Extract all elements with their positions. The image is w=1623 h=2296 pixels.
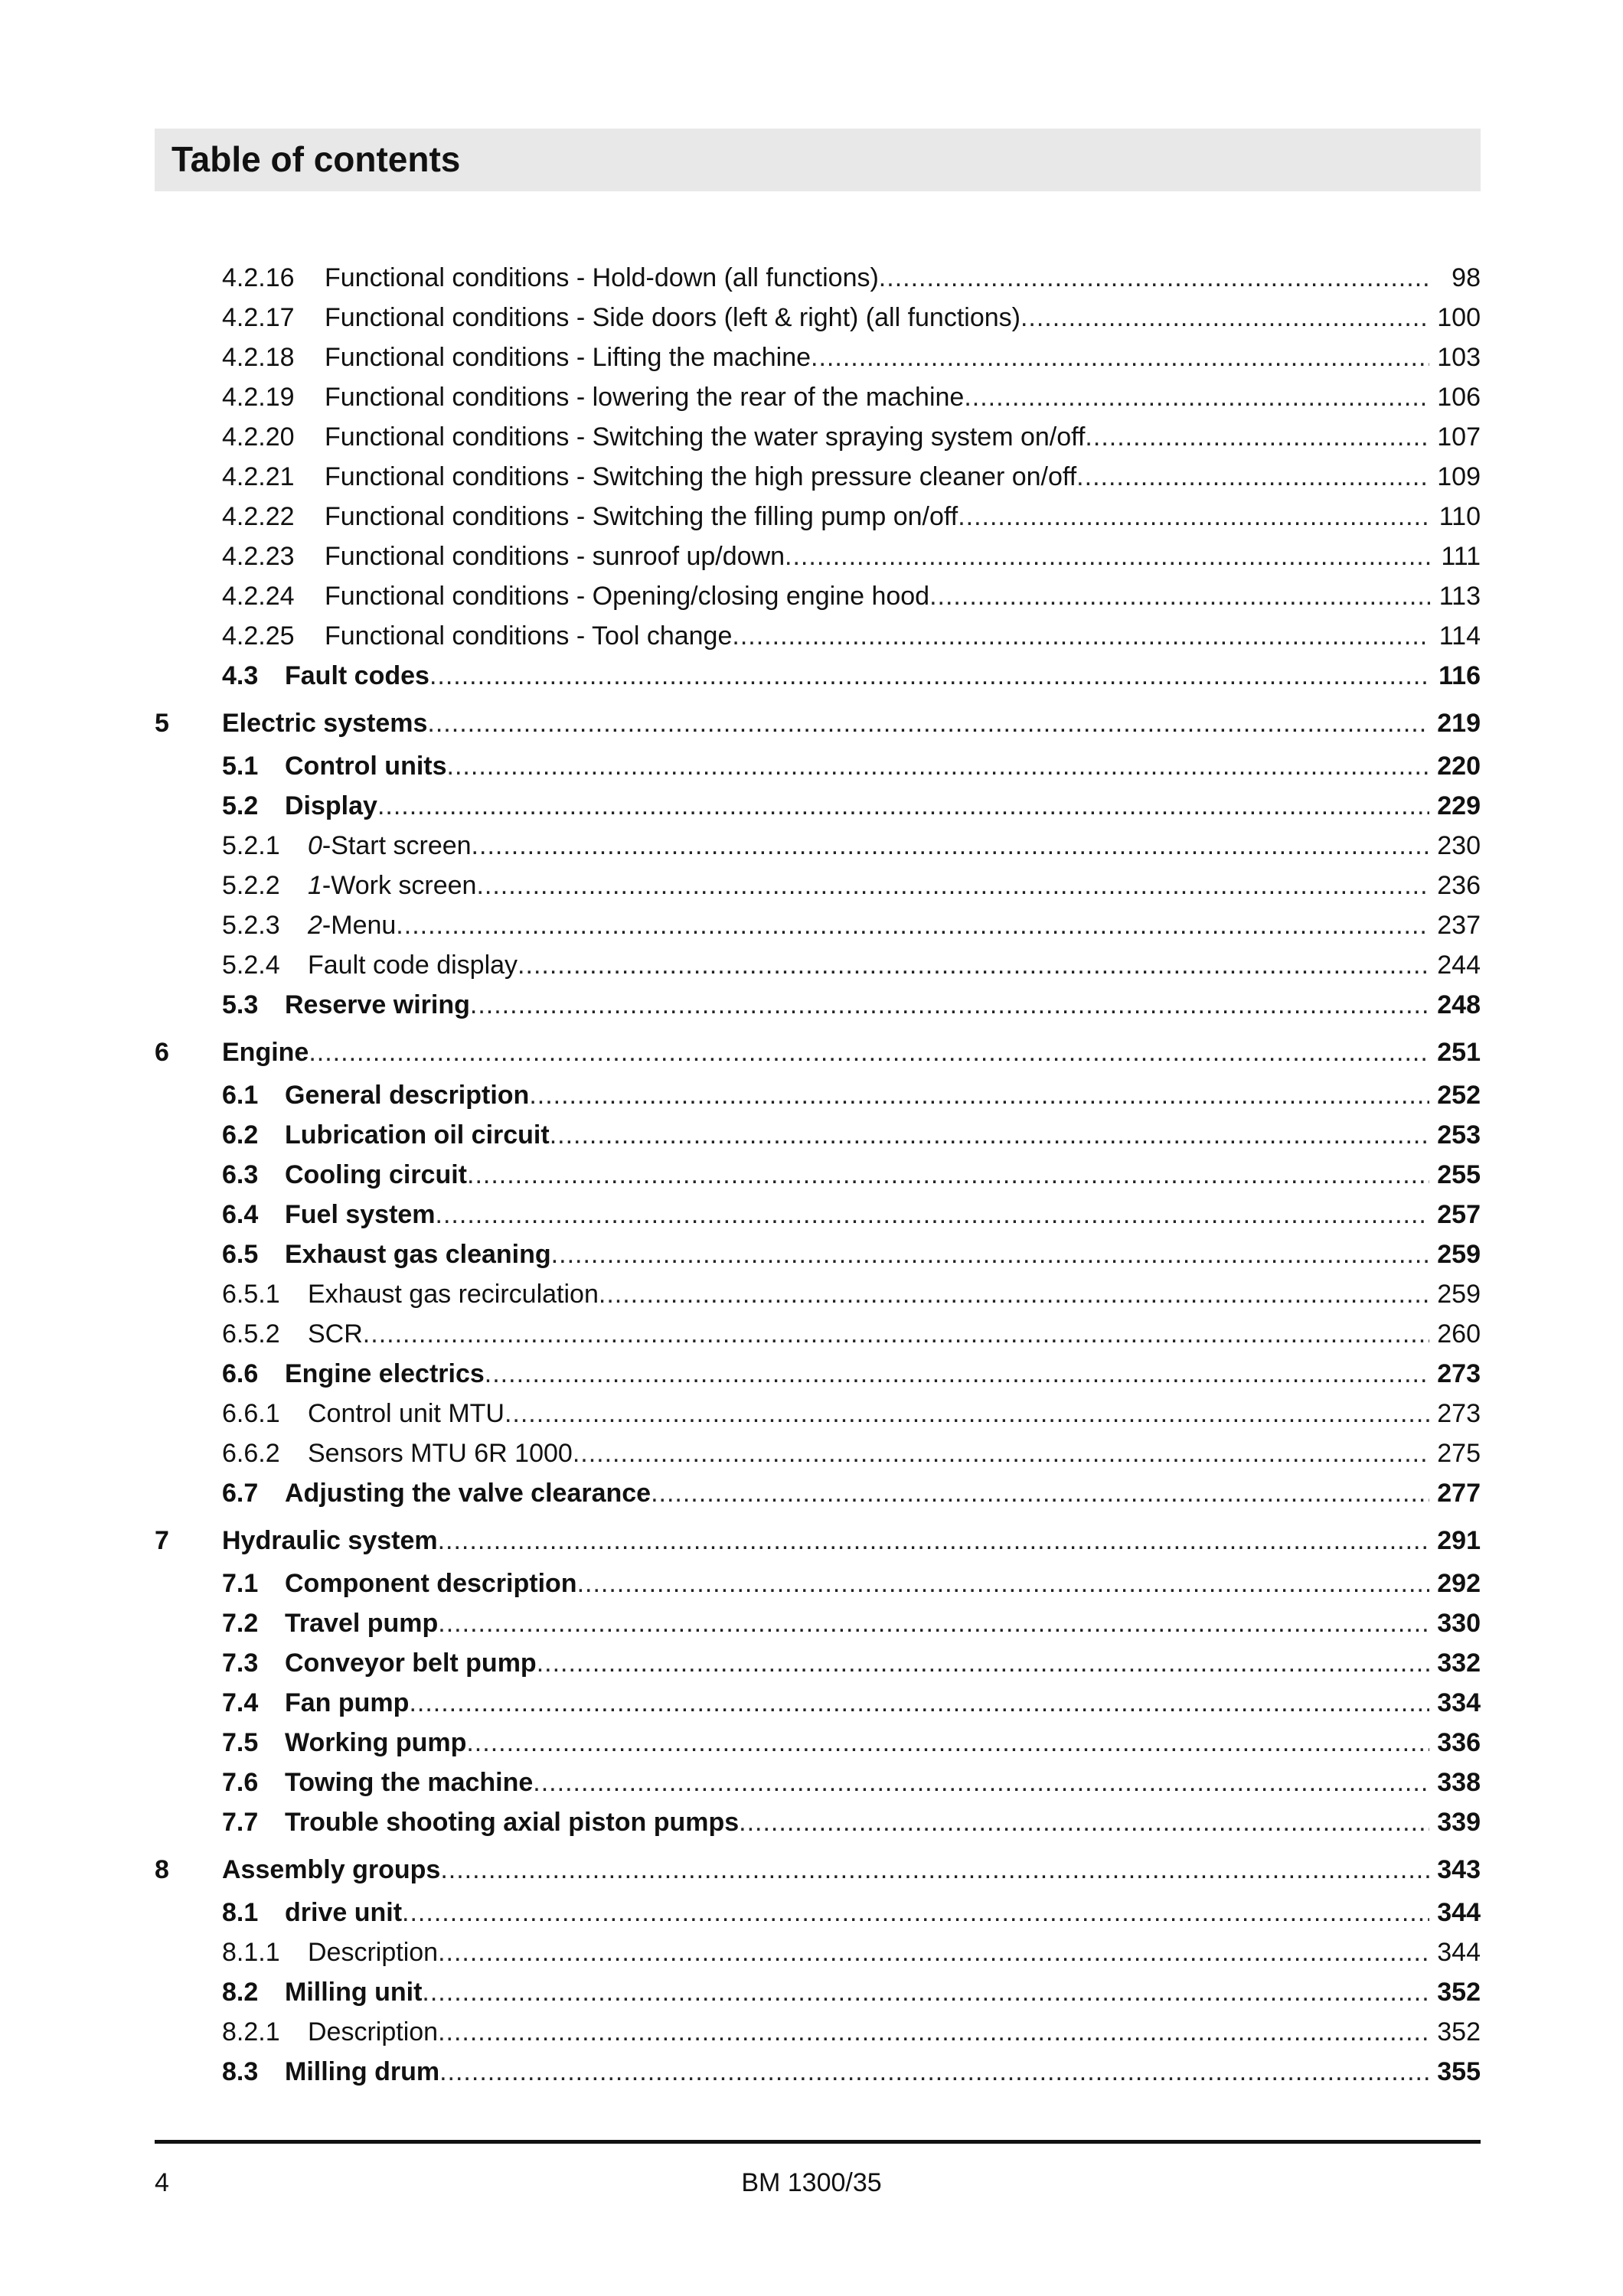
toc-title-text: -Menu bbox=[322, 911, 397, 940]
toc-title bbox=[285, 1763, 533, 1802]
toc-subsection-row[interactable] bbox=[155, 497, 1481, 536]
toc-dot-leader bbox=[958, 497, 1430, 536]
toc-section-row[interactable] bbox=[155, 1644, 1481, 1682]
toc-page-number: 343 bbox=[1437, 1855, 1481, 1884]
toc-title bbox=[285, 1474, 651, 1512]
toc-dot-leader bbox=[573, 1434, 1429, 1473]
toc-title-text: Engine electrics bbox=[285, 1359, 485, 1388]
toc-number: 6.5.2 bbox=[222, 1319, 280, 1349]
toc-title bbox=[308, 1394, 505, 1433]
footer-page-number: 4 bbox=[155, 2168, 169, 2197]
toc-page-number: 244 bbox=[1437, 951, 1481, 980]
toc-dot-leader bbox=[811, 338, 1429, 377]
toc-dot-leader bbox=[651, 1474, 1429, 1512]
toc-page-number: 275 bbox=[1437, 1439, 1481, 1468]
toc-page-number: 98 bbox=[1452, 263, 1481, 292]
toc-page-number: 292 bbox=[1437, 1569, 1481, 1598]
toc-dot-leader bbox=[929, 577, 1430, 615]
toc-page-number: 116 bbox=[1438, 661, 1481, 690]
toc-number: 8.3 bbox=[222, 2057, 259, 2086]
toc-number: 7.1 bbox=[222, 1569, 259, 1598]
toc-title-text: Reserve wiring bbox=[285, 990, 470, 1019]
toc-number: 4.2.18 bbox=[222, 343, 295, 372]
toc-section-row[interactable] bbox=[155, 1564, 1481, 1603]
toc-title bbox=[285, 1235, 551, 1274]
toc-number: 6.6.2 bbox=[222, 1439, 280, 1468]
toc-dot-leader bbox=[472, 827, 1430, 865]
toc-number: 6.1 bbox=[222, 1081, 259, 1110]
toc-section-row[interactable] bbox=[155, 2053, 1481, 2091]
toc-page-number: 259 bbox=[1437, 1240, 1481, 1269]
toc-title-text: Fuel system bbox=[285, 1200, 436, 1229]
toc-subsection-row[interactable] bbox=[155, 946, 1481, 984]
toc-title bbox=[325, 298, 1020, 337]
toc-page-number: 344 bbox=[1437, 1898, 1481, 1927]
toc-number: 4.3 bbox=[222, 661, 259, 690]
toc-title bbox=[285, 1644, 537, 1682]
toc-title bbox=[325, 338, 811, 377]
toc-dot-leader bbox=[363, 1315, 1429, 1353]
toc-dot-leader bbox=[964, 378, 1429, 416]
toc-dot-leader bbox=[466, 1724, 1429, 1762]
page-header bbox=[155, 129, 1481, 191]
toc-page-number: 339 bbox=[1437, 1808, 1481, 1837]
toc-dot-leader bbox=[537, 1644, 1430, 1682]
toc-number: 5.2 bbox=[222, 791, 259, 820]
toc-section-row[interactable] bbox=[155, 747, 1481, 785]
toc-page-number: 220 bbox=[1437, 752, 1481, 781]
toc-title bbox=[308, 946, 518, 984]
toc-number: 5.2.3 bbox=[222, 911, 280, 940]
toc-section-row[interactable] bbox=[155, 1724, 1481, 1762]
toc-title bbox=[325, 617, 732, 655]
toc-page-number: 229 bbox=[1437, 791, 1481, 820]
toc-number: 7.4 bbox=[222, 1688, 259, 1717]
toc-dot-leader bbox=[440, 1851, 1429, 1889]
toc-title bbox=[308, 827, 472, 865]
toc-page-number: 344 bbox=[1437, 1938, 1481, 1967]
toc-title-text: -Work screen bbox=[322, 871, 477, 900]
toc-title-text: Functional conditions - Tool change bbox=[325, 621, 733, 651]
toc-number: 6.4 bbox=[222, 1200, 259, 1229]
toc-subsection-row[interactable] bbox=[155, 378, 1481, 416]
footer-divider bbox=[155, 2140, 1481, 2144]
toc-section-row[interactable] bbox=[155, 1195, 1481, 1234]
toc-title bbox=[285, 657, 429, 695]
footer-document-id: BM 1300/35 bbox=[741, 2168, 882, 2197]
toc-title bbox=[222, 704, 427, 742]
toc-title bbox=[285, 787, 377, 825]
toc-title bbox=[285, 747, 447, 785]
toc-dot-leader bbox=[785, 537, 1430, 576]
toc-section-row[interactable] bbox=[155, 1604, 1481, 1642]
toc-title-text: Description bbox=[308, 2017, 439, 2047]
toc-title-prefix: 2 bbox=[308, 911, 322, 940]
toc-page-number: 106 bbox=[1437, 383, 1481, 412]
toc-subsection-row[interactable] bbox=[155, 1315, 1481, 1353]
toc-number: 5.3 bbox=[222, 990, 259, 1019]
toc-chapter-row[interactable] bbox=[155, 1033, 1481, 1071]
toc-page-number: 248 bbox=[1437, 990, 1481, 1019]
toc-dot-leader bbox=[485, 1355, 1429, 1393]
toc-number: 6.7 bbox=[222, 1479, 259, 1508]
toc-number: 4.2.21 bbox=[222, 462, 295, 491]
toc-page-number: 107 bbox=[1437, 422, 1481, 452]
toc-subsection-row[interactable] bbox=[155, 259, 1481, 297]
toc-title bbox=[285, 1803, 739, 1841]
toc-dot-leader bbox=[529, 1076, 1429, 1114]
toc-dot-leader bbox=[732, 617, 1430, 655]
toc-subsection-row[interactable] bbox=[155, 906, 1481, 944]
toc-page-number: 253 bbox=[1437, 1120, 1481, 1150]
toc-title-text: Adjusting the valve clearance bbox=[285, 1479, 651, 1508]
toc-number: 8.2.1 bbox=[222, 2017, 280, 2047]
toc-dot-leader bbox=[505, 1394, 1429, 1433]
toc-title-text: Assembly groups bbox=[222, 1855, 441, 1884]
toc-chapter-row[interactable] bbox=[155, 1851, 1481, 1889]
toc-title-text: Travel pump bbox=[285, 1609, 439, 1638]
toc-page-number: 352 bbox=[1437, 2017, 1481, 2047]
toc-page-number: 219 bbox=[1437, 709, 1481, 738]
toc-title-text: Component description bbox=[285, 1569, 577, 1598]
toc-dot-leader bbox=[436, 1195, 1430, 1234]
toc-title bbox=[285, 1564, 577, 1603]
toc-title-text: Fan pump bbox=[285, 1688, 410, 1717]
toc-subsection-row[interactable] bbox=[155, 1434, 1481, 1473]
toc-title-text: Hydraulic system bbox=[222, 1526, 438, 1555]
toc-title-text: Towing the machine bbox=[285, 1768, 534, 1797]
toc-dot-leader bbox=[1076, 458, 1429, 496]
toc-number: 7.3 bbox=[222, 1649, 259, 1678]
toc-dot-leader bbox=[476, 866, 1429, 905]
toc-title bbox=[308, 866, 476, 905]
toc-section-row[interactable] bbox=[155, 1763, 1481, 1802]
toc-subsection-row[interactable] bbox=[155, 338, 1481, 377]
toc-title bbox=[285, 1973, 422, 2011]
toc-title-text: -Start screen bbox=[322, 831, 472, 860]
toc-chapter-row[interactable] bbox=[155, 704, 1481, 742]
toc-dot-leader bbox=[409, 1684, 1429, 1722]
toc-page-number: 103 bbox=[1437, 343, 1481, 372]
toc-title bbox=[222, 1521, 438, 1560]
toc-section-row[interactable] bbox=[155, 787, 1481, 825]
toc-title bbox=[308, 1933, 438, 1971]
toc-page-number: 236 bbox=[1437, 871, 1481, 900]
toc-dot-leader bbox=[309, 1033, 1429, 1071]
toc-dot-leader bbox=[377, 787, 1429, 825]
toc-title-text: Control unit MTU bbox=[308, 1399, 505, 1428]
toc-title-text: Description bbox=[308, 1938, 439, 1967]
toc-number: 8.1 bbox=[222, 1898, 259, 1927]
toc-title-text: Exhaust gas cleaning bbox=[285, 1240, 551, 1269]
toc-dot-leader bbox=[438, 1521, 1430, 1560]
toc-page-number: 277 bbox=[1437, 1479, 1481, 1508]
toc-title bbox=[308, 2013, 438, 2051]
toc-page-number: 332 bbox=[1437, 1649, 1481, 1678]
toc-number: 4.2.22 bbox=[222, 502, 295, 531]
toc-title bbox=[325, 458, 1076, 496]
toc-page-number: 273 bbox=[1437, 1399, 1481, 1428]
toc-dot-leader bbox=[577, 1564, 1430, 1603]
toc-dot-leader bbox=[422, 1973, 1429, 2011]
toc-subsection-row[interactable] bbox=[155, 577, 1481, 615]
toc-page-number: 109 bbox=[1437, 462, 1481, 491]
toc-title-text: Fault code display bbox=[308, 951, 518, 980]
toc-number: 7.7 bbox=[222, 1808, 259, 1837]
toc-dot-leader bbox=[550, 1116, 1430, 1154]
toc-title bbox=[325, 259, 879, 297]
toc-dot-leader bbox=[739, 1803, 1429, 1841]
toc-section-row[interactable] bbox=[155, 1973, 1481, 2011]
toc-title-text: Functional conditions - sunroof up/down bbox=[325, 542, 785, 571]
toc-title bbox=[285, 1684, 409, 1722]
toc-title bbox=[285, 1156, 467, 1194]
toc-subsection-row[interactable] bbox=[155, 1275, 1481, 1313]
toc-title-text: Functional conditions - Side doors (left & right) (all functions) bbox=[325, 303, 1020, 332]
toc-title bbox=[325, 497, 958, 536]
toc-title bbox=[285, 1724, 466, 1762]
toc-section-row[interactable] bbox=[155, 1116, 1481, 1154]
toc-dot-leader bbox=[518, 946, 1429, 984]
toc-number: 5.2.1 bbox=[222, 831, 280, 860]
toc-dot-leader bbox=[439, 2053, 1429, 2091]
toc-title bbox=[285, 1116, 550, 1154]
toc-number: 4.2.17 bbox=[222, 303, 295, 332]
toc-number: 4.2.25 bbox=[222, 621, 295, 651]
toc-subsection-row[interactable] bbox=[155, 1933, 1481, 1971]
toc-page-number: 257 bbox=[1437, 1200, 1481, 1229]
toc-number: 7.5 bbox=[222, 1728, 259, 1757]
toc-title bbox=[285, 1893, 402, 1932]
toc-title-text: drive unit bbox=[285, 1898, 403, 1927]
toc-title-text: Milling unit bbox=[285, 1978, 423, 2007]
toc-page-number: 114 bbox=[1438, 621, 1481, 651]
toc-page-number: 273 bbox=[1437, 1359, 1481, 1388]
toc-subsection-row[interactable] bbox=[155, 2013, 1481, 2051]
toc-number: 7 bbox=[155, 1526, 169, 1555]
toc-number: 4.2.19 bbox=[222, 383, 295, 412]
toc-title bbox=[285, 1604, 438, 1642]
toc-title bbox=[308, 1275, 599, 1313]
toc-title bbox=[285, 2053, 439, 2091]
toc-title-text: Fault codes bbox=[285, 661, 429, 690]
toc-title-text: Functional conditions - Switching the high pressure cleaner on/off bbox=[325, 462, 1077, 491]
toc-page-number: 355 bbox=[1437, 2057, 1481, 2086]
toc-title bbox=[308, 1434, 573, 1473]
toc-page-number: 252 bbox=[1437, 1081, 1481, 1110]
toc-title bbox=[285, 1195, 436, 1234]
toc-title bbox=[285, 986, 470, 1024]
toc-number: 5 bbox=[155, 709, 169, 738]
toc-page-number: 330 bbox=[1437, 1609, 1481, 1638]
toc-title bbox=[222, 1033, 309, 1071]
toc-title-text: Electric systems bbox=[222, 709, 428, 738]
toc-title-text: Control units bbox=[285, 752, 447, 781]
toc-section-row[interactable] bbox=[155, 657, 1481, 695]
toc-subsection-row[interactable] bbox=[155, 537, 1481, 576]
toc-title-text: SCR bbox=[308, 1319, 363, 1349]
toc-number: 5.1 bbox=[222, 752, 259, 781]
toc-title-text: Engine bbox=[222, 1038, 309, 1067]
toc-number: 8.1.1 bbox=[222, 1938, 280, 1967]
toc-page-number: 336 bbox=[1437, 1728, 1481, 1757]
toc-title bbox=[308, 1315, 363, 1353]
toc-section-row[interactable] bbox=[155, 1235, 1481, 1274]
toc-page-number: 110 bbox=[1438, 502, 1481, 531]
toc-subsection-row[interactable] bbox=[155, 1394, 1481, 1433]
toc-page-number: 291 bbox=[1437, 1526, 1481, 1555]
toc-number: 6.5.1 bbox=[222, 1280, 280, 1309]
toc-page-number: 230 bbox=[1437, 831, 1481, 860]
toc-number: 6.6.1 bbox=[222, 1399, 280, 1428]
toc-title bbox=[308, 906, 396, 944]
toc-section-row[interactable] bbox=[155, 1803, 1481, 1841]
toc-number: 8 bbox=[155, 1855, 169, 1884]
page-title: Table of contents bbox=[171, 139, 461, 179]
toc-page-number: 352 bbox=[1437, 1978, 1481, 2007]
toc-title-text: Cooling circuit bbox=[285, 1160, 467, 1189]
toc-title-prefix: 1 bbox=[308, 871, 322, 900]
toc-dot-leader bbox=[467, 1156, 1429, 1194]
toc-title-text: Functional conditions - lowering the rear of the machine bbox=[325, 383, 965, 412]
toc-dot-leader bbox=[1020, 298, 1429, 337]
toc-page-number: 259 bbox=[1437, 1280, 1481, 1309]
toc-number: 6.3 bbox=[222, 1160, 259, 1189]
toc-title-text: Functional conditions - Hold-down (all functions) bbox=[325, 263, 879, 292]
toc-subsection-row[interactable] bbox=[155, 418, 1481, 456]
toc-dot-leader bbox=[429, 657, 1430, 695]
toc-page-number: 237 bbox=[1437, 911, 1481, 940]
toc-page-number: 255 bbox=[1437, 1160, 1481, 1189]
toc-section-row[interactable] bbox=[155, 1355, 1481, 1393]
toc-subsection-row[interactable] bbox=[155, 458, 1481, 496]
toc-title-text: Lubrication oil circuit bbox=[285, 1120, 550, 1150]
toc-number: 6.2 bbox=[222, 1120, 259, 1150]
toc-title-text: Exhaust gas recirculation bbox=[308, 1280, 599, 1309]
toc-dot-leader bbox=[438, 1933, 1429, 1971]
toc-title-text: Functional conditions - Switching the water spraying system on/off bbox=[325, 422, 1086, 452]
toc-number: 6 bbox=[155, 1038, 169, 1067]
toc-subsection-row[interactable] bbox=[155, 617, 1481, 655]
toc-number: 5.2.4 bbox=[222, 951, 280, 980]
toc-section-row[interactable] bbox=[155, 1076, 1481, 1114]
toc-dot-leader bbox=[1085, 418, 1429, 456]
toc-page-number: 251 bbox=[1437, 1038, 1481, 1067]
toc-page-number: 338 bbox=[1437, 1768, 1481, 1797]
toc-title bbox=[325, 418, 1085, 456]
toc-title-prefix: 0 bbox=[308, 831, 322, 860]
toc-page-number: 100 bbox=[1437, 303, 1481, 332]
toc-title bbox=[325, 577, 929, 615]
toc-title bbox=[285, 1076, 529, 1114]
toc-page-number: 113 bbox=[1438, 582, 1481, 611]
toc-dot-leader bbox=[533, 1763, 1429, 1802]
toc-dot-leader bbox=[427, 704, 1429, 742]
toc-section-row[interactable] bbox=[155, 1156, 1481, 1194]
toc-section-row[interactable] bbox=[155, 986, 1481, 1024]
toc-number: 4.2.24 bbox=[222, 582, 295, 611]
toc-subsection-row[interactable] bbox=[155, 298, 1481, 337]
toc-title bbox=[222, 1851, 440, 1889]
toc-title-text: Display bbox=[285, 791, 377, 820]
toc-title bbox=[325, 378, 964, 416]
toc-section-row[interactable] bbox=[155, 1684, 1481, 1722]
toc-dot-leader bbox=[402, 1893, 1429, 1932]
toc-page-number: 111 bbox=[1441, 542, 1481, 571]
toc-title bbox=[285, 1355, 485, 1393]
toc-title-text: Conveyor belt pump bbox=[285, 1649, 537, 1678]
toc-title-text: General description bbox=[285, 1081, 530, 1110]
toc-dot-leader bbox=[599, 1275, 1429, 1313]
toc-dot-leader bbox=[879, 259, 1430, 297]
toc-number: 4.2.23 bbox=[222, 542, 295, 571]
toc-title-text: Functional conditions - Opening/closing engine hood bbox=[325, 582, 930, 611]
toc-dot-leader bbox=[470, 986, 1429, 1024]
toc-dot-leader bbox=[396, 906, 1429, 944]
toc-page-number: 334 bbox=[1437, 1688, 1481, 1717]
toc-number: 6.6 bbox=[222, 1359, 259, 1388]
toc-title-text: Working pump bbox=[285, 1728, 467, 1757]
toc-title bbox=[325, 537, 785, 576]
toc-number: 5.2.2 bbox=[222, 871, 280, 900]
toc-page-number: 260 bbox=[1437, 1319, 1481, 1349]
toc-number: 4.2.20 bbox=[222, 422, 295, 452]
toc-subsection-row[interactable] bbox=[155, 827, 1481, 865]
toc-number: 8.2 bbox=[222, 1978, 259, 2007]
toc-number: 7.2 bbox=[222, 1609, 259, 1638]
toc-title-text: Trouble shooting axial piston pumps bbox=[285, 1808, 740, 1837]
toc-title-text: Milling drum bbox=[285, 2057, 440, 2086]
toc-title-text: Sensors MTU 6R 1000 bbox=[308, 1439, 573, 1468]
toc-number: 7.6 bbox=[222, 1768, 259, 1797]
toc-dot-leader bbox=[438, 1604, 1429, 1642]
toc-number: 6.5 bbox=[222, 1240, 259, 1269]
toc-number: 4.2.16 bbox=[222, 263, 295, 292]
toc-title-text: Functional conditions - Lifting the machine bbox=[325, 343, 812, 372]
toc-subsection-row[interactable] bbox=[155, 866, 1481, 905]
toc-dot-leader bbox=[438, 2013, 1429, 2051]
toc-section-row[interactable] bbox=[155, 1474, 1481, 1512]
toc-chapter-row[interactable] bbox=[155, 1521, 1481, 1560]
toc-title-text: Functional conditions - Switching the filling pump on/off bbox=[325, 502, 958, 531]
toc-section-row[interactable] bbox=[155, 1893, 1481, 1932]
toc-dot-leader bbox=[447, 747, 1430, 785]
toc-dot-leader bbox=[551, 1235, 1430, 1274]
